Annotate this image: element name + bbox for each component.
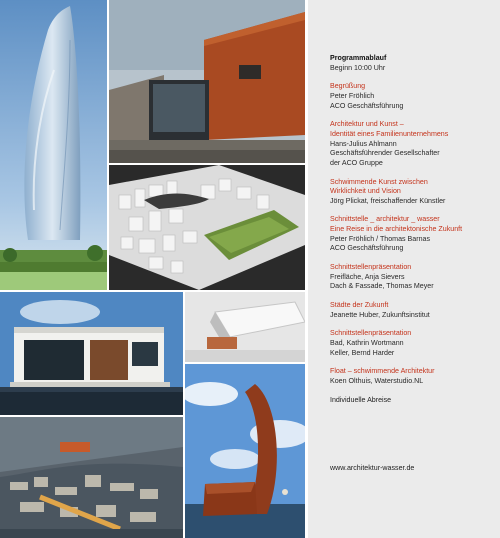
- item-title: Eine Reise in die architektonische Zukunft: [330, 225, 463, 234]
- programme-item: [330, 215, 495, 253]
- item-title: Identität eines Familienunternehmens: [330, 129, 449, 138]
- render-house-photo: [185, 292, 305, 362]
- aerial-city-photo: [0, 417, 183, 538]
- rust-building-photo: [109, 0, 305, 163]
- item-title: Schnittstelle _ architektur _ wasser: [330, 215, 440, 224]
- programme-item: [330, 120, 495, 168]
- programme-start: [330, 64, 495, 74]
- programme: [330, 54, 495, 405]
- item-line: Hans-Julius Ahlmann: [330, 139, 397, 148]
- item-title: Schwimmende Kunst zwischen: [330, 177, 428, 186]
- item-line: Peter Fröhlich / Thomas Barnas: [330, 234, 431, 243]
- item-title: Schnittstellenpräsentation: [330, 263, 412, 272]
- programme-item: [330, 82, 495, 111]
- programme-heading: Programmablauf: [330, 54, 387, 62]
- item-title: Wirklichkeit und Vision: [330, 187, 401, 196]
- start-time: Beginn 10:00 Uhr: [330, 63, 386, 72]
- departure-note: Individuelle Abreise: [330, 395, 392, 404]
- item-line: ACO Geschäftsführung: [330, 244, 404, 253]
- item-title: Architektur und Kunst –: [330, 120, 404, 129]
- item-title: Städte der Zukunft: [330, 301, 389, 309]
- item-line: Freifläche, Anja Sievers: [330, 272, 405, 281]
- item-title: Schnittstellenpräsentation: [330, 329, 412, 338]
- programme-item: [330, 367, 495, 386]
- item-line: ACO Geschäftsführung: [330, 101, 404, 110]
- item-line: Dach & Fassade, Thomas Meyer: [330, 282, 434, 291]
- item-title: Float – schwimmende Architektur: [330, 367, 435, 376]
- item-line: Bad, Kathrin Wortmann: [330, 338, 404, 347]
- floating-house-photo: [0, 292, 183, 415]
- item-line: Koen Olthuis, Waterstudio.NL: [330, 376, 424, 385]
- item-line: Peter Fröhlich: [330, 91, 375, 100]
- item-title: Begrüßung: [330, 82, 366, 91]
- item-line: der ACO Gruppe: [330, 158, 383, 167]
- programme-item: [330, 301, 495, 320]
- website-link[interactable]: www.architektur-wasser.de: [330, 464, 415, 472]
- programme-item: [330, 178, 495, 207]
- programme-item: [330, 263, 495, 292]
- sculpture-photo: [185, 364, 305, 538]
- item-line: Geschäftsführender Gesellschafter: [330, 149, 440, 158]
- city-model-photo: [109, 165, 305, 290]
- item-line: Jörg Plickat, freischaffender Künstler: [330, 196, 446, 205]
- item-line: Jeanette Huber, Zukunftsinstitut: [330, 310, 430, 319]
- programme-item: [330, 329, 495, 358]
- tower-photo: [0, 0, 107, 290]
- item-line: Keller, Bernd Harder: [330, 348, 395, 357]
